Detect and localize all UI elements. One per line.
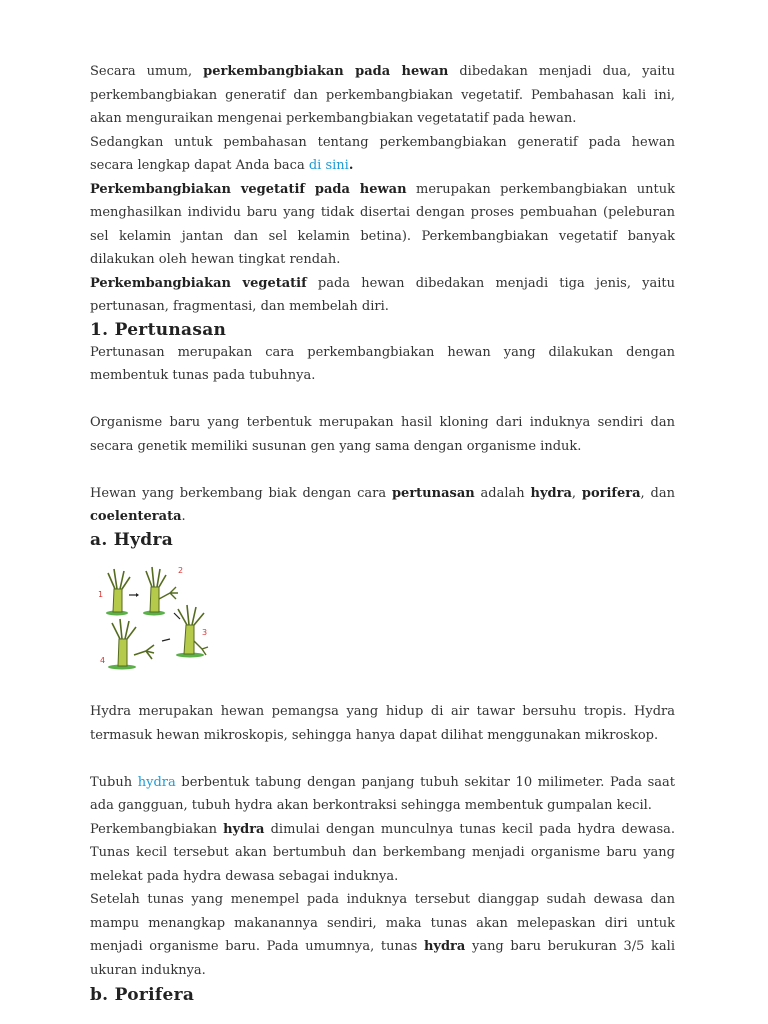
hydra-paragraph-1: Hydra merupakan hewan pemangsa yang hidup di air tawar bersuhu tropis. Hydra termasuk hewan mikroskopis, sehingga hanya dapat dilihat menggunakan mikroskop.: [90, 704, 675, 743]
section-heading-hydra: a. Hydra: [90, 529, 174, 550]
arrow-icon: [162, 639, 170, 641]
hydra-paragraph-3: Perkembangbiakan hydra dimulai dengan munculnya tunas kecil pada hydra dewasa. Tunas kecil tersebut akan bertumbuh dan berkembang menjadi organisme baru yang melekat pada hydra dewasa sebagai induknya.: [90, 821, 675, 884]
stage-label-4: 4: [100, 655, 106, 665]
stage-label-1: 1: [98, 589, 104, 599]
arrow-icon: [174, 613, 180, 619]
hydra-paragraph-4: Setelah tunas yang menempel pada induknya tersebut dianggap sudah dewasa dan mampu menangkap makanannya sendiri, maka tunas akan melepaskan diri untuk menjadi organisme baru. Pada umumnya, tunas hydra yang baru berukuran 3/5 kali ukuran induknya.: [90, 892, 675, 978]
stage-label-2: 2: [178, 565, 184, 575]
pertunasan-paragraph-2: Organisme baru yang terbentuk merupakan hasil kloning dari induknya sendiri dan secara genetik memiliki susunan gen yang sama dengan organisme induk.: [90, 415, 675, 454]
article-body: [90, 60, 675, 1006]
hydra-stage-4: [108, 619, 154, 670]
hydra-budding-illustration: [92, 557, 212, 677]
section-heading-pertunasan: 1. Pertunasan: [90, 319, 227, 340]
hydra-link[interactable]: hydra: [137, 774, 176, 790]
section-heading-porifera: b. Porifera: [90, 985, 195, 1005]
intro-paragraph-3: Perkembangbiakan vegetatif pada hewan merupakan perkembangbiakan untuk menghasilkan individu baru yang tidak disertai dengan proses pembuahan (peleburan sel kelamin jantan dan sel kelamin betina). Perkembangbiakan vegetatif banyak dilakukan oleh hewan tingkat rendah.: [90, 181, 676, 267]
stage-label-3: 3: [202, 627, 208, 637]
intro-paragraph-1: Secara umum, perkembangbiakan pada hewan dibedakan menjadi dua, yaitu perkembangbiakan generatif dan perkembangbiakan vegetatif. Pembahasan kali ini, akan menguraikan mengenai perkembangbiakan vegetatatif pada hewan.: [90, 64, 675, 126]
pertunasan-paragraph-1: Pertunasan merupakan cara perkembangbiakan hewan yang dilakukan dengan membentuk tunas pada tubuhnya.: [90, 344, 675, 383]
hydra-budding-svg: [92, 557, 212, 677]
hydra-stage-1: [106, 569, 130, 616]
di-sini-link[interactable]: di sini: [308, 158, 349, 173]
hydra-paragraph-2: Tubuh hydra berbentuk tabung dengan panjang tubuh sekitar 10 milimeter. Pada saat ada gangguan, tubuh hydra akan berkontraksi sehingga membentuk gumpalan kecil.: [90, 774, 675, 813]
pertunasan-paragraph-3: Hewan yang berkembang biak dengan cara pertunasan adalah hydra, porifera, dan coelenterata.: [90, 485, 675, 524]
hydra-stage-2: [143, 567, 178, 616]
intro-paragraph-4: Perkembangbiakan vegetatif pada hewan dibedakan menjadi tiga jenis, yaitu pertunasan, fragmentasi, dan membelah diri.: [90, 275, 675, 314]
intro-paragraph-2: Sedangkan untuk pembahasan tentang perkembangbiakan generatif pada hewan secara lengkap dapat Anda baca di sini.: [90, 134, 675, 173]
